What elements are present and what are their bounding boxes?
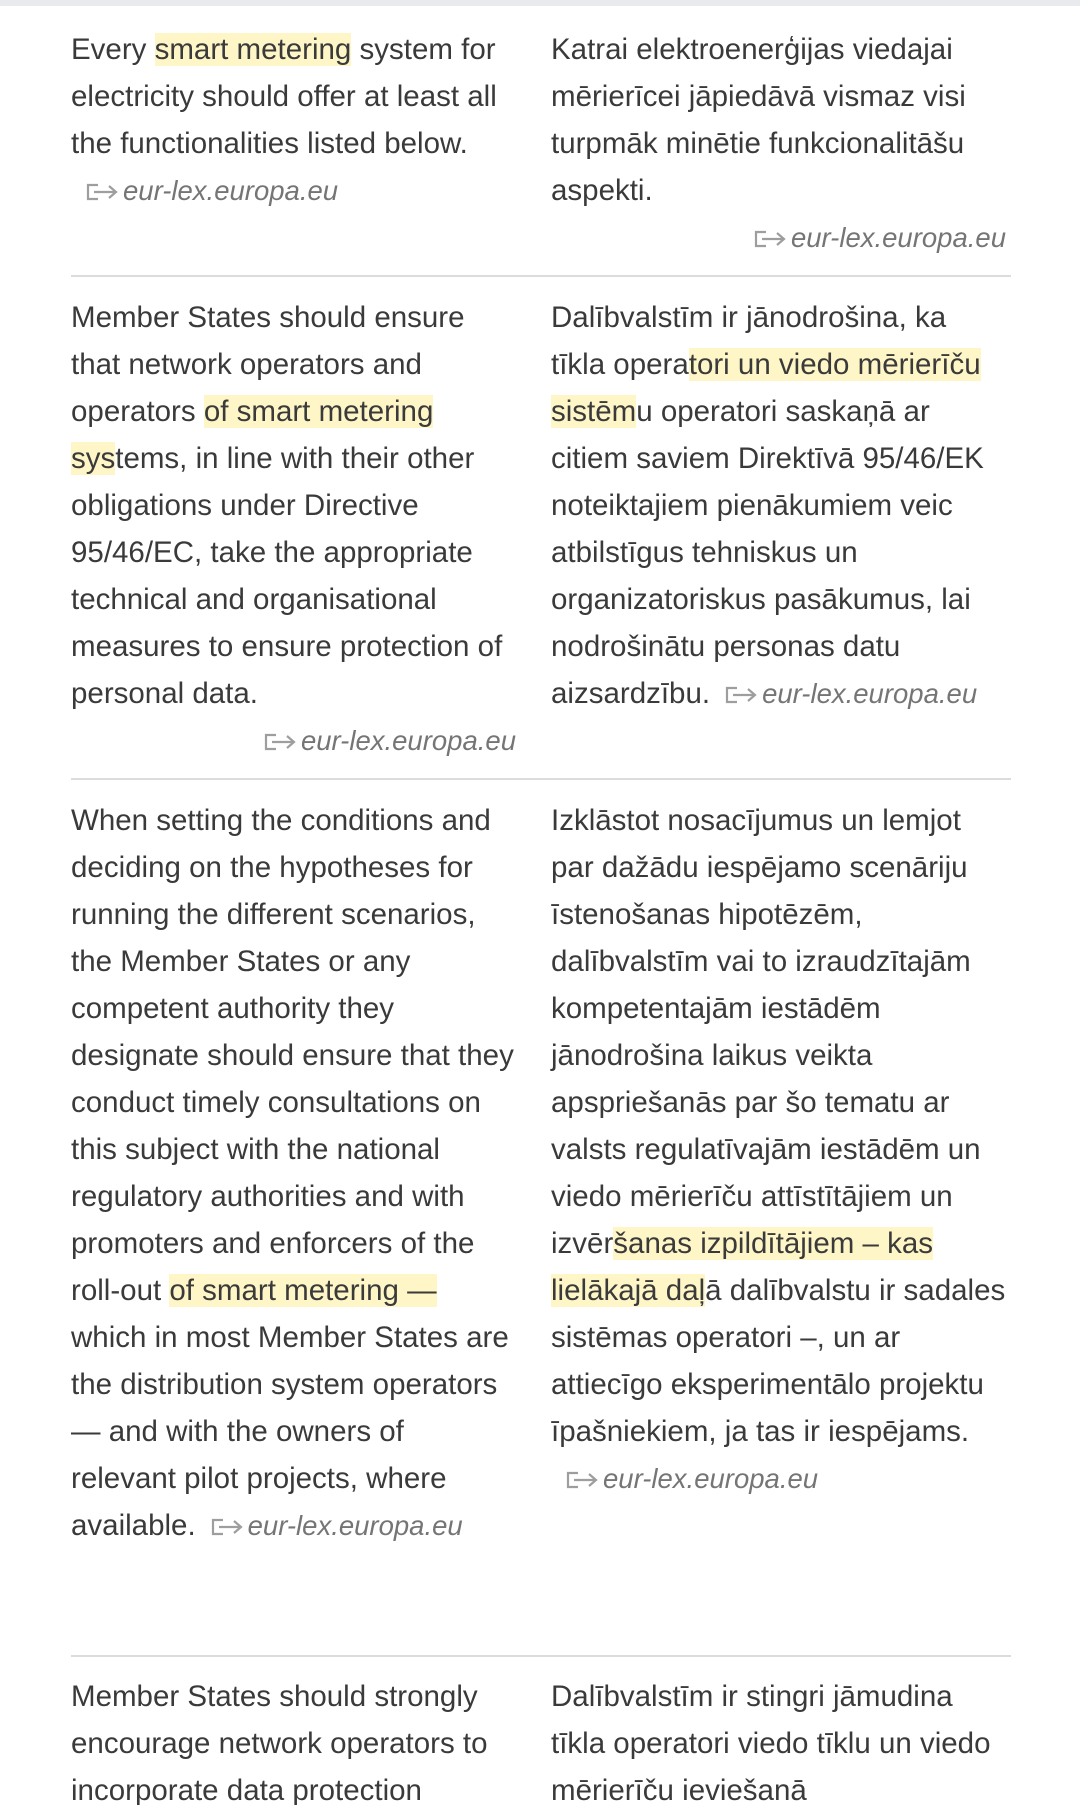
source-link[interactable] xyxy=(565,1463,818,1494)
sentence-text: Katrai elektroenerģijas viedajai mērierīcei jāpiedāvā vismaz visi turpmāk minētie funkcionalitāšu aspekti. xyxy=(551,33,966,207)
latvian-sentence xyxy=(551,26,1006,261)
source-label: eur-lex.europa.eu xyxy=(247,1510,463,1541)
top-edge-bar xyxy=(0,0,1080,6)
source-label: eur-lex.europa.eu xyxy=(603,1463,819,1494)
sentence-text: Dalībvalstīm ir stingri jāmudina tīkla operatori viedo tīklu un viedo mērierīču ieviešanā xyxy=(551,1680,991,1805)
sentence-text: which in most Member States are the distribution system operators — and with the owners of relevant pilot projects, where available. xyxy=(71,1321,509,1542)
source-label: eur-lex.europa.eu xyxy=(762,678,978,709)
english-sentence xyxy=(71,294,516,764)
english-sentence xyxy=(71,797,516,1549)
sentence-text: Dalībvalstīm ir jānodrošina, ka tīkla opera xyxy=(551,301,947,381)
external-source-icon xyxy=(753,228,787,250)
latvian-sentence xyxy=(551,294,1006,717)
row-divider xyxy=(71,778,1011,780)
external-source-icon xyxy=(724,684,758,706)
english-sentence xyxy=(71,26,516,214)
highlighted-term: of smart metering — xyxy=(169,1274,437,1307)
row-divider xyxy=(71,275,1011,277)
sentence-text: u operatori saskaņā ar citiem saviem Direktīvā 95/46/EK noteiktajiem pienākumiem veic atbilstīgus tehniskus un organizatoriskus pasākumus, lai nodrošinātu personas datu aizsardzību. xyxy=(551,395,984,710)
external-source-icon xyxy=(210,1516,244,1538)
sentence-text: Every xyxy=(71,33,155,66)
external-source-icon xyxy=(85,181,119,203)
sentence-text: When setting the conditions and deciding on the hypotheses for running the different scenarios, the Member States or any competent authority they designate should ensure that they conduct timely consultations on this subject with the national regulatory authorities and with promoters and enforcers of the roll-out xyxy=(71,804,514,1307)
source-label: eur-lex.europa.eu xyxy=(123,175,339,206)
translation-pair xyxy=(71,1673,1011,1805)
external-source-icon xyxy=(565,1469,599,1491)
highlighted-term: smart metering xyxy=(154,33,352,66)
row-divider xyxy=(71,1655,1011,1657)
external-source-icon xyxy=(263,731,297,753)
translation-pair xyxy=(71,294,1011,764)
highlighted-term: of smart metering sys xyxy=(71,395,434,475)
sentence-text: Member States should ensure that network operators and operators xyxy=(71,301,465,428)
highlighted-term: tori un viedo mērierīču sistēm xyxy=(551,348,981,428)
source-link[interactable] xyxy=(753,222,1006,253)
sentence-text: Member States should strongly encourage network operators to incorporate data protection xyxy=(71,1680,488,1805)
source-link[interactable] xyxy=(210,1510,463,1541)
source-link[interactable] xyxy=(85,175,338,206)
source-label: eur-lex.europa.eu xyxy=(300,725,516,756)
latvian-sentence xyxy=(551,1673,1006,1805)
source-link[interactable] xyxy=(724,678,977,709)
sentence-text: Izklāstot nosacījumus un lemjot par dažādu iespējamo scenāriju īstenošanas hipotēzēm, dalībvalstīm vai to izraudzītajām kompetentajām iestādēm jānodrošina laikus veikta apspriešanās par šo tematu ar valsts regulatīvajām iestādēm un viedo mērierīču attīstītājiem un izvēr xyxy=(551,804,981,1260)
english-sentence xyxy=(71,1673,516,1805)
source-label: eur-lex.europa.eu xyxy=(790,222,1006,253)
sentence-text: system for electricity should offer at least all the functionalities listed below. xyxy=(71,33,497,160)
sentence-text: tems, in line with their other obligations under Directive 95/46/EC, take the appropriate technical and organisational measures to ensure protection of personal data. xyxy=(71,442,503,710)
source-link[interactable] xyxy=(263,725,516,756)
translation-pair xyxy=(71,797,1011,1647)
latvian-sentence xyxy=(551,797,1006,1502)
sentence-text: ā dalībvalstu ir sadales sistēmas operatori –, un ar attiecīgo eksperimentālo projektu īpašniekiem, ja tas ir iespējams. xyxy=(551,1274,1006,1448)
highlighted-term: šanas izpildītājiem – kas lielākajā daļ xyxy=(551,1227,934,1307)
translation-pair xyxy=(71,26,1011,256)
